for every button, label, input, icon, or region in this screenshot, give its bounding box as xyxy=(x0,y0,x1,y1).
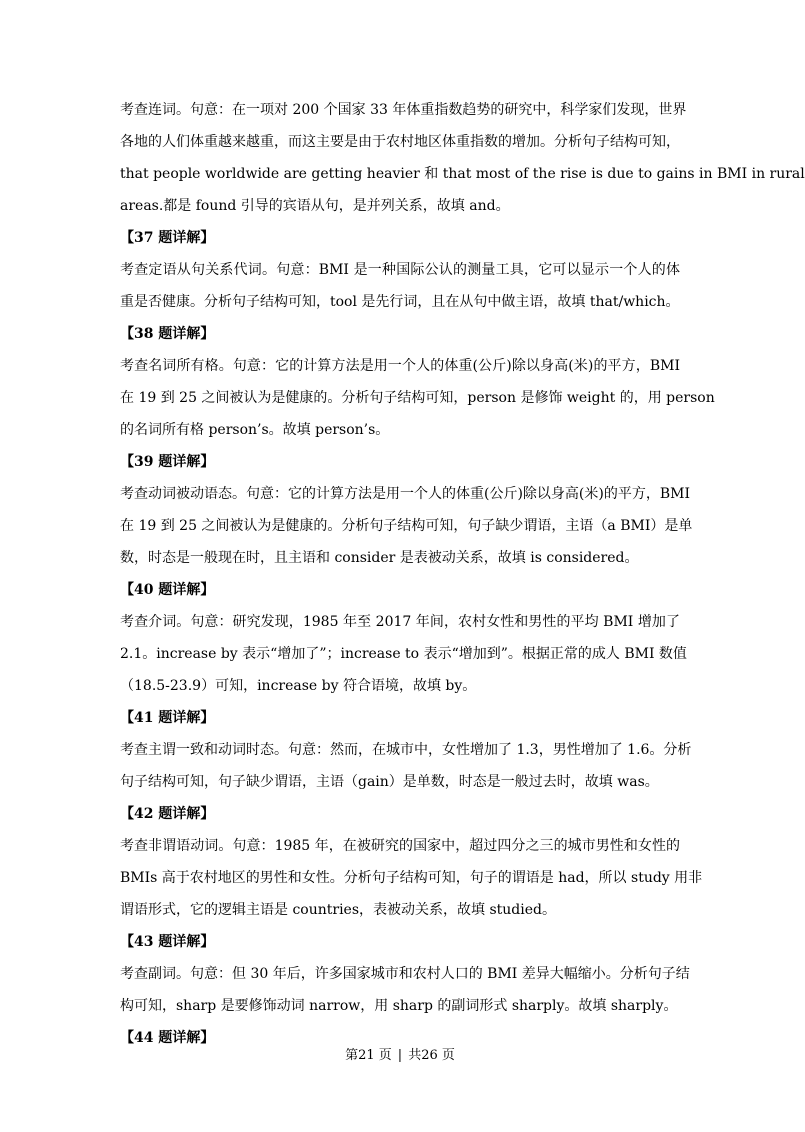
section-heading: 【39 题详解】 xyxy=(120,454,215,470)
section-heading: 【43 题详解】 xyxy=(120,934,215,950)
section-heading: 【40 题详解】 xyxy=(120,582,215,598)
paragraph-line: 考查名词所有格。句意：它的计算方法是用一个人的体重(公斤)除以身高(米)的平方，BMI xyxy=(120,358,680,374)
paragraph-line: 考查主谓一致和动词时态。句意：然而，在城市中，女性增加了 1.3，男性增加了 1.6。分析 xyxy=(120,742,692,758)
section-heading: 【38 题详解】 xyxy=(120,326,215,342)
paragraph-line: （18.5-23.9）可知，increase by 符合语境，故填 by。 xyxy=(120,678,477,694)
paragraph-line: 考查介词。句意：研究发现，1985 年至 2017 年间，农村女性和男性的平均 BMI 增加了 xyxy=(120,614,680,630)
paragraph-line: 构可知，sharp 是要修饰动词 narrow，用 sharp 的副词形式 sharply。故填 sharply。 xyxy=(120,998,678,1014)
section-heading: 【44 题详解】 xyxy=(120,1030,215,1046)
paragraph-line: 考查定语从句关系代词。句意：BMI 是一种国际公认的测量工具，它可以显示一个人的体 xyxy=(120,262,680,278)
paragraph-line: 考查动词被动语态。句意：它的计算方法是用一个人的体重(公斤)除以身高(米)的平方，BMI xyxy=(120,486,690,502)
paragraph-line: 重是否健康。分析句子结构可知，tool 是先行词，且在从句中做主语，故填 that/which。 xyxy=(120,294,680,310)
paragraph-line: 各地的人们体重越来越重，而这主要是由于农村地区体重指数的增加。分析句子结构可知， xyxy=(120,134,680,150)
paragraph-line: 数，时态是一般现在时，且主语和 consider 是表被动关系，故填 is considered。 xyxy=(120,550,639,566)
paragraph-line: areas.都是 found 引导的宾语从句，是并列关系，故填 and。 xyxy=(120,198,510,214)
paragraph-line: 2.1。increase by 表示“增加了”；increase to 表示“增加到”。根据正常的成人 BMI 数值 xyxy=(120,646,687,662)
page-number-current: 第21 页 xyxy=(345,1048,392,1063)
paragraph-line: BMIs 高于农村地区的男性和女性。分析句子结构可知，句子的谓语是 had，所以 study 用非 xyxy=(120,870,703,886)
section-heading: 【41 题详解】 xyxy=(120,710,215,726)
paragraph-line: 的名词所有格 person’s。故填 person’s。 xyxy=(120,422,390,438)
paragraph-line: 考查副词。句意：但 30 年后，许多国家城市和农村人口的 BMI 差异大幅缩小。分析句子结 xyxy=(120,966,690,982)
paragraph-line: 谓语形式，它的逻辑主语是 countries，表被动关系，故填 studied。 xyxy=(120,902,556,918)
section-heading: 【37 题详解】 xyxy=(120,230,215,246)
paragraph-line: 在 19 到 25 之间被认为是健康的。分析句子结构可知，句子缺少谓语，主语（a BMI）是单 xyxy=(120,518,693,534)
paragraph-line: 在 19 到 25 之间被认为是健康的。分析句子结构可知，person 是修饰 weight 的，用 person xyxy=(120,390,715,406)
page-footer xyxy=(0,1046,800,1066)
page-content xyxy=(120,94,805,1054)
paragraph-line: that people worldwide are getting heavier 和 that most of the rise is due to gains in BMI in rural xyxy=(120,166,805,182)
page-number-separator: | xyxy=(397,1048,403,1063)
paragraph-line: 句子结构可知，句子缺少谓语，主语（gain）是单数，时态是一般过去时，故填 was。 xyxy=(120,774,659,790)
paragraph-line: 考查非谓语动词。句意：1985 年，在被研究的国家中，超过四分之三的城市男性和女性的 xyxy=(120,838,680,854)
page-number-total: 共26 页 xyxy=(408,1048,455,1063)
paragraph-line: 考查连词。句意：在一项对 200 个国家 33 年体重指数趋势的研究中，科学家们发现，世界 xyxy=(120,102,687,118)
section-heading: 【42 题详解】 xyxy=(120,806,215,822)
